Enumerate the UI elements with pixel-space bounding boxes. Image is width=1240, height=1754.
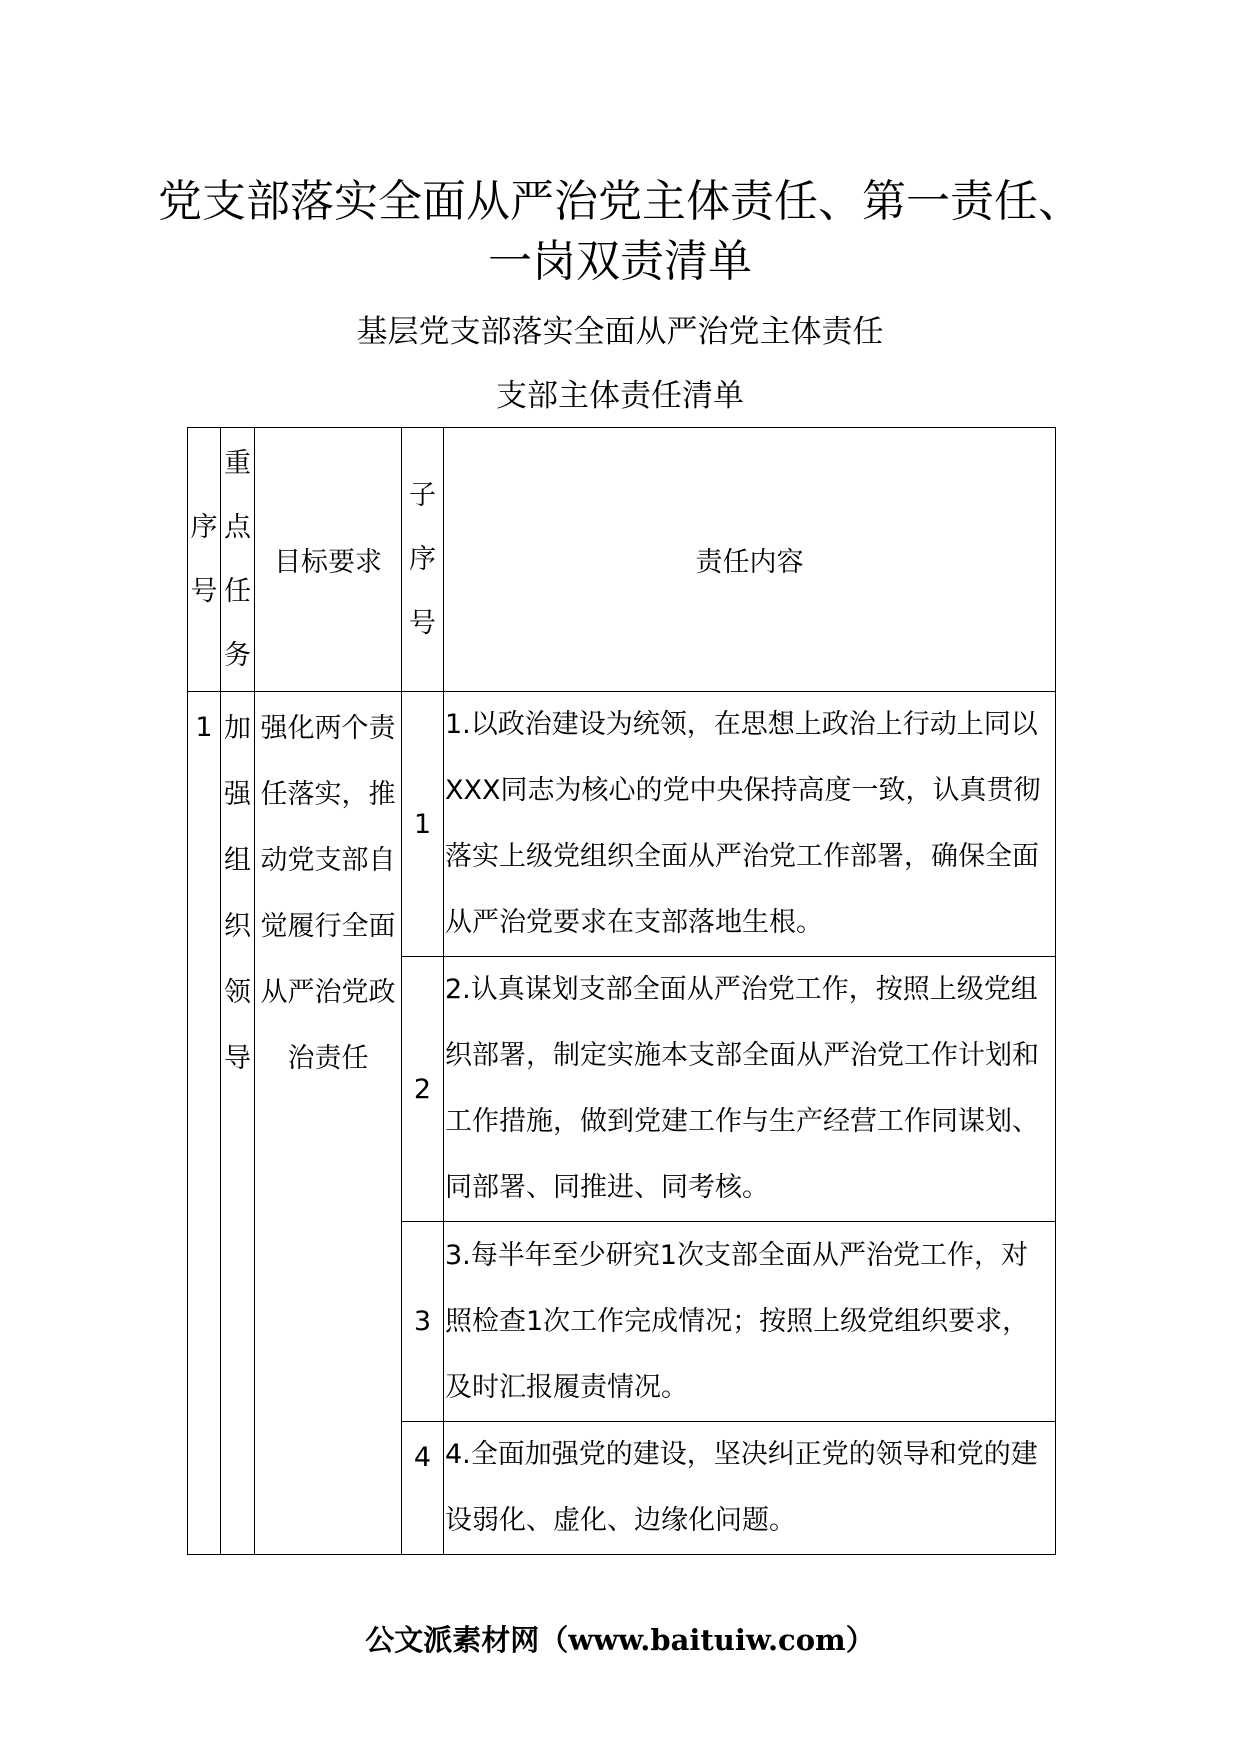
sub-seq-cell: 2 (402, 957, 444, 1222)
header-seq: 序号 (188, 428, 221, 692)
table-row (188, 692, 1056, 957)
table-caption: 支部主体责任清单 (496, 378, 744, 414)
document-title: 党支部落实全面从严治党主体责任、第一责任、一岗双责清单 (158, 176, 1082, 287)
document-subtitle: 基层党支部落实全面从严治党主体责任 (356, 314, 884, 350)
sub-seq-cell: 3 (402, 1222, 444, 1422)
header-key-task: 重点任务 (221, 428, 255, 692)
sub-seq-cell: 4 (402, 1422, 444, 1555)
header-sub-seq: 子序号 (402, 428, 444, 692)
header-content: 责任内容 (444, 428, 1056, 692)
row-key-task-cell: 加强组织领导 (221, 692, 255, 1555)
content-cell: 2.认真谋划支部全面从严治党工作，按照上级党组织部署，制定实施本支部全面从严治党工作计划和工作措施，做到党建工作与生产经营工作同谋划、同部署、同推进、同考核。 (444, 957, 1056, 1222)
row-seq-cell: 1 (188, 692, 221, 1555)
header-goal: 目标要求 (255, 428, 402, 692)
responsibility-table (187, 427, 1056, 1555)
footer-watermark: 公文派素材网（www.baituiw.com） (365, 1623, 875, 1657)
row-goal-cell: 强化两个责任落实，推动党支部自觉履行全面从严治党政治责任 (255, 692, 402, 1555)
content-cell: 4.全面加强党的建设，坚决纠正党的领导和党的建设弱化、虚化、边缘化问题。 (444, 1422, 1056, 1555)
content-cell: 3.每半年至少研究1次支部全面从严治党工作，对照检查1次工作完成情况；按照上级党组织要求，及时汇报履责情况。 (444, 1222, 1056, 1422)
content-cell: 1.以政治建设为统领，在思想上政治上行动上同以XXX同志为核心的党中央保持高度一致，认真贯彻落实上级党组织全面从严治党工作部署，确保全面从严治党要求在支部落地生根。 (444, 692, 1056, 957)
table-header-row (188, 428, 1056, 692)
sub-seq-cell: 1 (402, 692, 444, 957)
